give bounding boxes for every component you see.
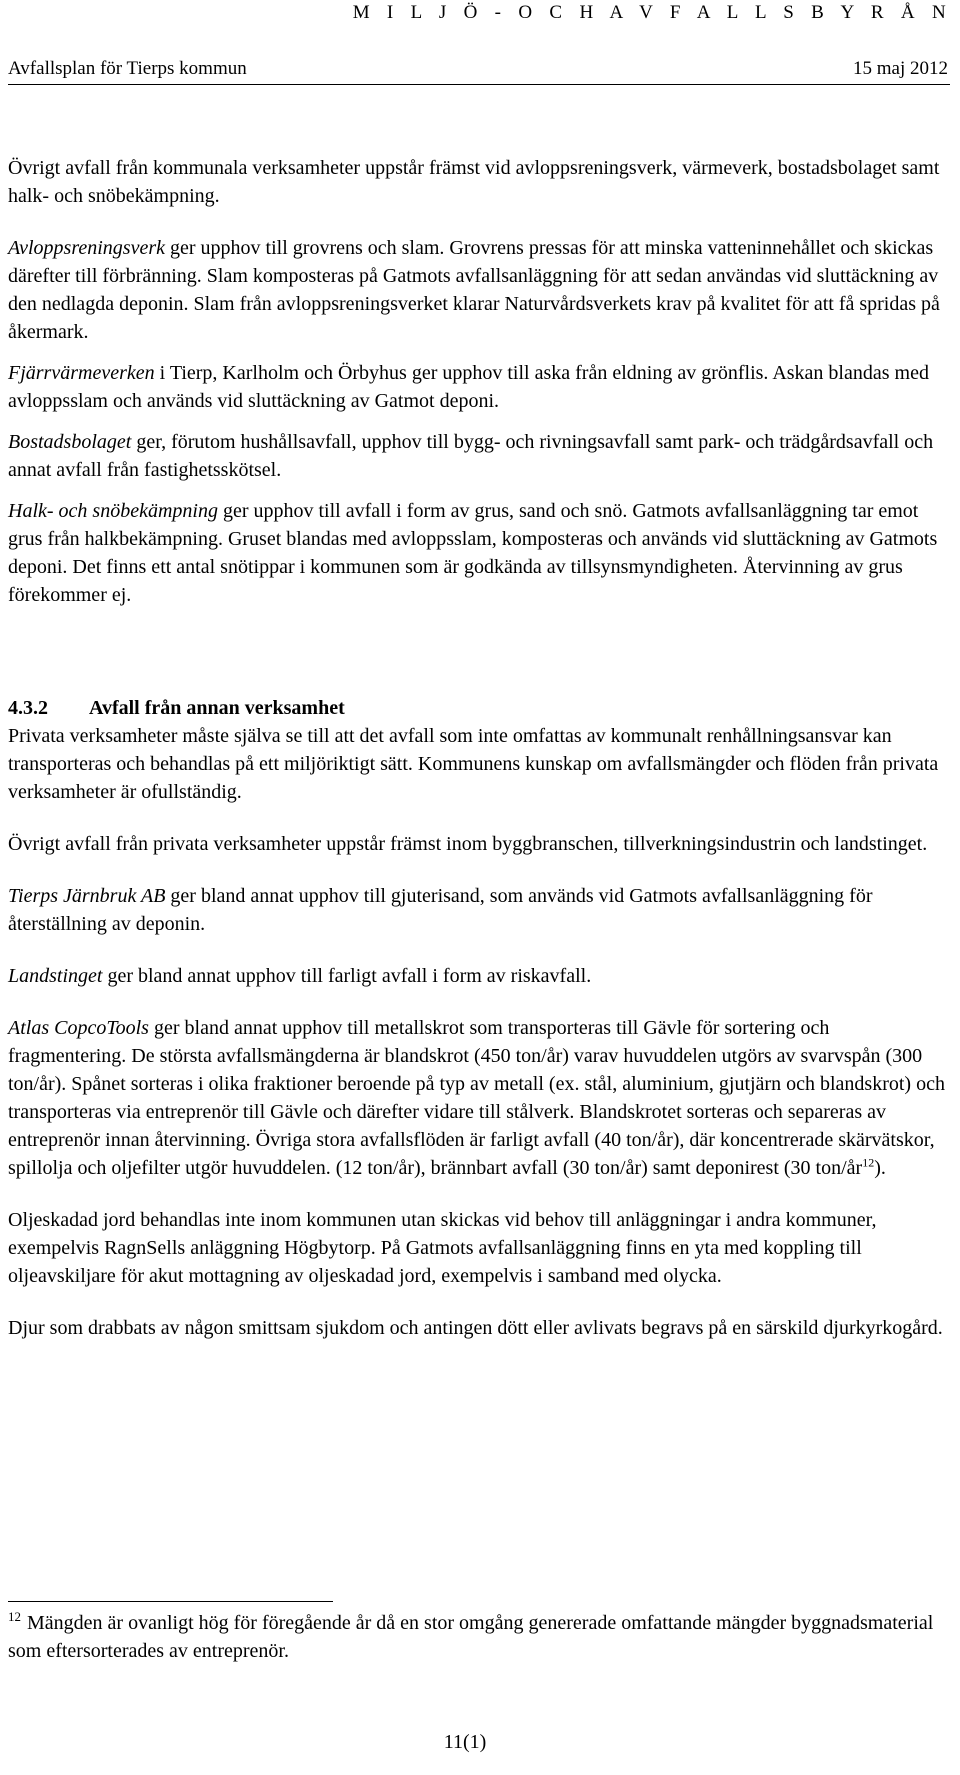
paragraph-other-private-waste: Övrigt avfall från privata verksamheter uppstår främst inom byggbranschen, tillverkningsindustrin och landstinget.	[8, 833, 928, 855]
section-number: 4.3.2	[8, 697, 48, 719]
paragraph-district-heating: Fjärrvärmeverken i Tierp, Karlholm och Örbyhus ger upphov till aska från eldning av grönflis. Askan blandas med avloppsslam och används vid sluttäckning av Gatmot deponi.	[8, 362, 929, 412]
footnote-text: Mängden är ovanligt hög för föregående år då en stor omgång genererade omfattande mängder byggnadsmaterial som eftersorterades av entreprenör.	[8, 1612, 934, 1662]
paragraph-animal-burial: Djur som drabbats av någon smittsam sjukdom och antingen dött eller avlivats begravs på en särskild djurkyrkogård.	[8, 1317, 943, 1339]
document-body	[8, 154, 950, 1366]
footnote	[8, 1609, 950, 1665]
paragraph-atlas-copco: Atlas CopcoTools ger bland annat upphov till metallskrot som transporteras till Gävle för sortering och fragmentering. De största avfallsmängderna är blandskrot (450 ton/år) varav huvuddelen utgörs av svarvspån (300 ton/år). Spånet sorteras i olika fraktioner beroende på typ av metall (ex. stål, aluminium, gjutjärn och blandskrot) och transporteras via entreprenör till Gävle och därefter vidare till stålverk. Blandskrotet sorteras och separeras av entreprenör innan återvinning. Övriga stora avfallsflöden är farligt avfall (40 ton/år), där koncentrerade skärvätskor, spillolja och oljefilter utgör huvuddelen. (12 ton/år), brännbart avfall (30 ton/år) samt deponirest (30 ton/$år^{12}$).	[8, 1017, 945, 1179]
paragraph-landstinget: Landstinget ger bland annat upphov till farligt avfall i form av riskavfall.	[8, 965, 592, 987]
section-title: Avfall från annan verksamhet	[89, 697, 345, 719]
paragraph-private-operations: Privata verksamheter måste själva se till att det avfall som inte omfattas av kommunalt renhållningsansvar kan transporteras och behandlas på ett miljöriktigt sätt. Kommunens kunskap om avfallsmängder och flöden från privata verksamheter är ofullständig.	[8, 725, 939, 803]
header-document-title: Avfallsplan för Tierps kommun	[8, 58, 247, 79]
header-organization: M I L J Ö - O C H A V F A L L S B Y R Å N	[352, 2, 952, 23]
paragraph-snow-clearing: Halk- och snöbekämpning ger upphov till avfall i form av grus, sand och snö. Gatmots avfallsanläggning tar emot grus från halkbekämpning. Gruset blandas med avloppsslam, komposteras och används vid sluttäckning av Gatmots deponi. Det finns ett antal snötippar i kommunen som är godkända av tillsynsmyndigheten. Återvinning av grus förekommer ej.	[8, 500, 938, 606]
footnote-reference: 12	[862, 1155, 875, 1170]
emphasis-term: Bostadsbolaget	[8, 431, 132, 453]
emphasis-term: Atlas CopcoTools	[8, 1017, 149, 1039]
emphasis-term: Fjärrvärmeverken	[8, 362, 155, 384]
emphasis-term: Tierps Järnbruk AB	[8, 885, 166, 907]
footnote-mark: 12	[8, 1609, 21, 1625]
paragraph-oil-contaminated-soil: Oljeskadad jord behandlas inte inom kommunen utan skickas vid behov till anläggningar i andra kommuner, exempelvis RagnSells anläggning Högbytorp. På Gatmots avfallsanläggning finns en yta med koppling till oljeavskiljare för akut mottagning av oljeskadad jord, exempelvis i samband med olycka.	[8, 1209, 877, 1287]
paragraph-municipal-waste: Övrigt avfall från kommunala verksamheter uppstår främst vid avloppsreningsverk, värmeverk, bostadsbolaget samt halk- och snöbekämpning.	[8, 157, 940, 207]
header-rule	[8, 84, 950, 85]
emphasis-term: Halk- och snöbekämpning	[8, 500, 218, 522]
paragraph-housing-company: Bostadsbolaget ger, förutom hushållsavfall, upphov till bygg- och rivningsavfall samt park- och trädgårdsavfall och annat avfall från fastighetsskötsel.	[8, 431, 934, 481]
emphasis-term: Landstinget	[8, 965, 103, 987]
footnote-separator	[8, 1601, 333, 1602]
section-heading	[8, 694, 950, 722]
paragraph-tierps-jarnbruk: Tierps Järnbruk AB ger bland annat upphov till gjuterisand, som används vid Gatmots avfallsanläggning för återställning av deponin.	[8, 885, 873, 935]
paragraph-sewage-plant: Avloppsreningsverk ger upphov till grovrens och slam. Grovrens pressas för att minska vatteninnehållet och skickas därefter till förbränning. Slam komposteras på Gatmots avfallsanläggning för att sedan användas vid sluttäckning av den nedlagda deponin. Slam från avloppsreningsverket klarar Naturvårdsverkets krav på kvalitet för att få spridas på åkermark.	[8, 237, 940, 343]
emphasis-term: Avloppsreningsverk	[8, 237, 166, 259]
page-number: 11(1)	[443, 1731, 487, 1753]
header-row	[8, 58, 948, 80]
header-date: 15 maj 2012	[853, 58, 948, 79]
